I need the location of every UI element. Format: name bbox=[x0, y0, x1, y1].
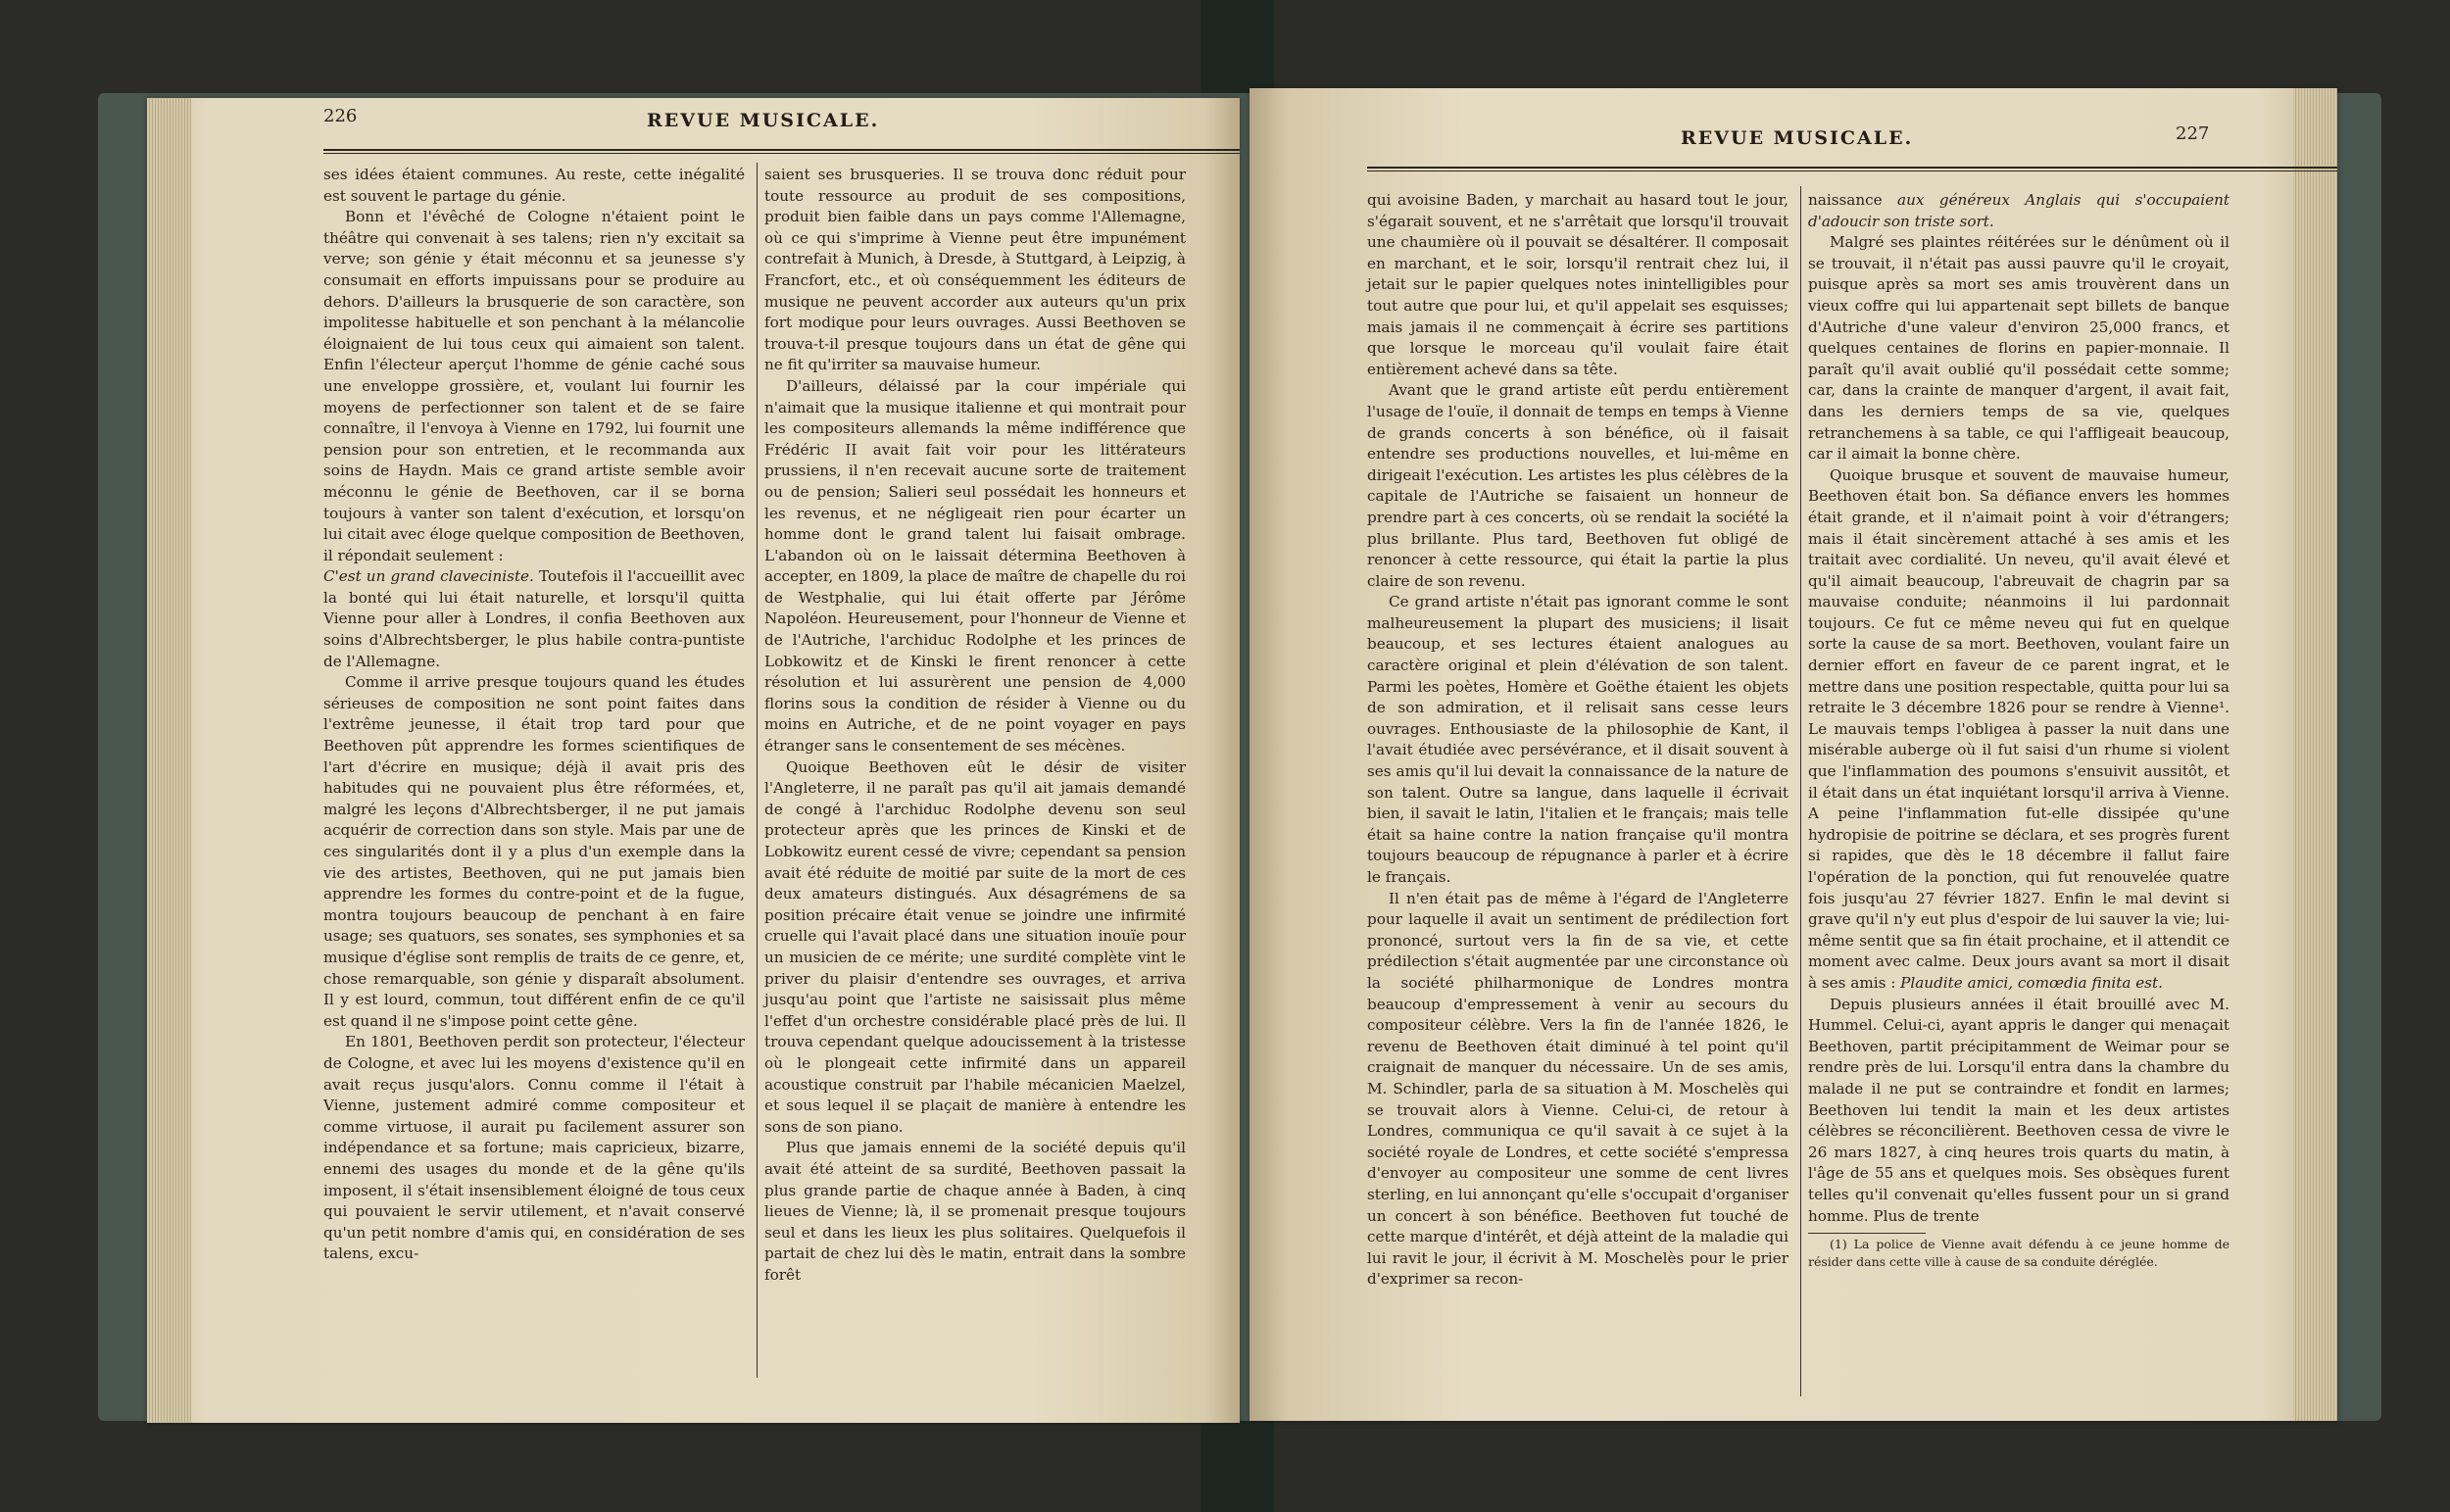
paragraph bbox=[1367, 380, 1788, 592]
footnote-rule bbox=[1808, 1233, 1926, 1234]
paragraph-text: naissance bbox=[1808, 191, 1898, 209]
paragraph-text: Avant que le grand artiste eût perdu entièrement l'usage de l'ouïe, il donnait de temps en temps à Vienne de grands concerts à son bénéfice, où il faisait entendre ses productions nouvelles, et lui-même en dirigeait l'exécution. Les artistes les plus célèbres de la capitale de l'Autriche se faisaient un honneur de prendre part à ces concerts, où se rendait la société la plus brillante. Plus tard, Beethoven fut obligé de renoncer à cette ressource, qui était la partie la plus claire de son revenu. bbox=[1367, 381, 1788, 590]
paragraph-text: Quoique brusque et souvent de mauvaise humeur, Beethoven était bon. Sa défiance envers les hommes était grande, et il n'aimait point à voir d'étrangers; mais il était sincèrement attaché à ses amis et les traitait avec cordialité. Un neveu, qu'il avait élevé et qu'il aimait beaucoup, l'abreuvait de chagrin par sa mauvaise conduite; néanmoins il lui pardonnait toujours. Ce fut ce même neveu qui fut en quelque sorte la cause de sa mort. Beethoven, voulant faire un dernier effort en faveur de ce parent ingrat, et le mettre dans une position respectable, quitta pour lui sa retraite le 3 décembre 1826 pour se rendre à Vienne¹. Le mauvais temps l'obligea à passer la nuit dans une misérable auberge où il fut saisi d'un rhume si violent que l'inflammation des poumons s'ensuivit aussitôt, et il était dans un état inquiétant lorsqu'il arriva à Vienne. A peine l'inflammation fut-elle dissipée qu'une hydropisie de poitrine se déclara, et ses progrès furent si rapides, que dès le 18 décembre il fallut faire l'opération de la ponction, qui fut renouvelée quatre fois jusqu'au 27 février 1827. Enfin le mal devint si grave qu'il n'y eut plus d'espoir de lui sauver la vie; lui-même sentit que sa fin était prochaine, et il attendit ce moment avec calme. Deux jours avant sa mort il disait à ses amis : bbox=[1808, 465, 2230, 992]
paragraph-text: qui avoisine Baden, y marchait au hasard tout le jour, s'égarait souvent, et ne s'arrêtait que lorsqu'il trouvait une chaumière où il pouvait se désaltérer. Il composait en marchant, et le soir, lorsqu'il rentrait chez lui, il jetait sur le papier quelques notes inintelligibles pour tout autre que pour lui, et qu'il appelait ses esquisses; mais jamais il ne commençait à écrire ses partitions que lorsque le morceau qu'il voulait faire était entièrement achevé dans sa tête. bbox=[1367, 191, 1788, 378]
paragraph-text: D'ailleurs, délaissé par la cour impériale qui n'aimait que la musique italienne et qui montrait pour les compositeurs allemands la même indifférence que Frédéric II avait fait voir pour les littérateurs prussiens, il n'en recevait aucune sorte de traitement ou de pension; Salieri seul possédait les honneurs et les revenus, et ne négligeait rien pour écarter un homme dont le grand talent lui faisait ombrage. L'abandon où on le laissait détermina Beethoven à accepter, en 1809, la place de maître de chapelle du roi de Westphalie, qui lui était offerte par Jérôme Napoléon. Heureusement, pour l'honneur de Vienne et de l'Autriche, l'archiduc Rodolphe et les princes de Lobkowitz et de Kinski le firent renoncer à cette résolution et lui assurèrent une pension de 4,000 florins sous la condition de résider à Vienne ou du moins en Autriche, et de ne point voyager en pays étranger sans le consentement de ses mécènes. bbox=[764, 376, 1186, 756]
paragraph bbox=[323, 165, 745, 207]
paragraph bbox=[323, 1032, 745, 1265]
paragraph-text: ses idées étaient communes. Au reste, cette inégalité est souvent le partage du génie. bbox=[323, 166, 745, 205]
italic-text: aux généreux Anglais qui s'occupaient d'adoucir son triste sort. bbox=[1808, 191, 2230, 230]
paragraph-text: Ce grand artiste n'était pas ignorant comme le sont malheureusement la plupart des musiciens; il lisait beaucoup, et ses lectures étaient analogues au caractère original et plein d'élévation de son talent. Parmi les poètes, Homère et Goëthe étaient les objets de son admiration, et il relisait sans cesse leurs ouvrages. Enthousiaste de la philosophie de Kant, il l'avait étudiée avec persévérance, et il disait souvent à ses amis qu'il lui devait la connaissance de la nature de son talent. Outre sa langue, dans laquelle il écrivait bien, il savait le latin, l'italien et le français; mais telle était sa haine contre la nation française qu'il montra toujours beaucoup de répugnance à parler et à écrire le français. bbox=[1367, 593, 1788, 886]
paragraph-text: Quoique Beethoven eût le désir de visiter l'Angleterre, il ne paraît pas qu'il ait jamais demandé de congé à l'archiduc Rodolphe devenu son seul protecteur après que les princes de Kinski et de Lobkowitz eurent cessé de vivre; cependant sa pension avait été réduite de moitié par suite de la mort de ces deux amateurs distingués. Aux désagrémens de sa position précaire était venue se joindre une infirmité cruelle qui l'avait placé dans une situation inouïe pour un musicien de ce mérite; une surdité complète vint le priver du plaisir d'entendre ses ouvrages, et arriva jusqu'au point que l'artiste ne saisissait plus même l'effet d'un orchestre considérable placé près de lui. Il trouva cependant quelque adoucissement à la tristesse où le plongeait cette infirmité dans un appareil acoustique construit par l'habile mécanicien Maelzel, et sous lequel il se plaçait de manière à entendre les sons de son piano. bbox=[764, 757, 1186, 1136]
paragraph bbox=[1367, 592, 1788, 888]
left-column-divider bbox=[757, 163, 758, 1378]
right-column-2 bbox=[1808, 190, 2230, 1271]
paragraph bbox=[1808, 465, 2230, 995]
paragraph bbox=[1808, 190, 2230, 232]
footnote: (1) La police de Vienne avait défendu à ce jeune homme de résider dans cette ville à cause de sa conduite déréglée. bbox=[1808, 1237, 2230, 1270]
paragraph bbox=[323, 207, 745, 566]
paragraph-text: Plus que jamais ennemi de la société depuis qu'il avait été atteint de sa surdité, Beethoven passait la plus grande partie de chaque année à Baden, à cinq lieues de Vienne; là, il se promenait presque toujours seul et dans les lieux les plus solitaires. Quelquefois il partait de chez lui dès le matin, entrait dans la sombre forêt bbox=[764, 1139, 1186, 1284]
paragraph-text: Depuis plusieurs années il était brouillé avec M. Hummel. Celui-ci, ayant appris le danger qui menaçait Beethoven, partit précipitamment de Weimar pour se rendre près de lui. Lorsqu'il entra dans la chambre du malade il ne put se contraindre et fondit en larmes; Beethoven lui tendit la main et les deux artistes célèbres se réconcilièrent. Beethoven cessa de vivre le 26 mars 1827, à cinq heures trois quarts du matin, à l'âge de 55 ans et quelques mois. Ses obsèques furent telles qu'il convenait qu'elles fussent pour un si grand homme. Plus de trente bbox=[1808, 995, 2230, 1225]
paragraph bbox=[323, 566, 745, 672]
paragraph-text: Bonn et l'évêché de Cologne n'étaient point le théâtre qui convenait à ses talens; rien n'y excitait sa verve; son génie y était méconnu et sa jeunesse s'y consumait en efforts impuissans pour se produire au dehors. D'ailleurs la brusquerie de son caractère, son impolitesse habituelle et son penchant à la mélancolie éloignaient de lui tous ceux qui aimaient son talent. Enfin l'électeur aperçut l'homme de génie caché sous une enveloppe grossière, et, voulant lui fournir les moyens de perfectionner son talent et de se faire connaître, il l'envoya à Vienne en 1792, lui fournit une pension pour son entretien, et le recommanda aux soins de Haydn. Mais ce grand artiste semble avoir méconnu le génie de Beethoven, car il se borna toujours à vanter son talent d'exécution, et lorsqu'on lui citait avec éloge quelque composition de Beethoven, il répondait seulement : bbox=[323, 208, 745, 564]
left-column-1 bbox=[323, 165, 745, 1265]
paragraph bbox=[1367, 190, 1788, 380]
italic-text: C'est un grand claveciniste. bbox=[323, 567, 534, 586]
paragraph bbox=[1808, 995, 2230, 1228]
paragraph-text: En 1801, Beethoven perdit son protecteur, l'électeur de Cologne, et avec lui les moyens d'existence qu'il en avait reçus jusqu'alors. Connu comme il l'était à Vienne, justement admiré comme compositeur et comme virtuose, il aurait pu facilement assurer son indépendance et sa fortune; mais capricieux, bizarre, ennemi des usages du monde et de la gêne qu'ils imposent, il s'était insensiblement éloigné de tous ceux qui pouvaient le servir utilement, et n'avait conservé qu'un petit nombre d'amis qui, en considération de ses talens, excu- bbox=[323, 1033, 745, 1263]
left-page-number: 226 bbox=[323, 106, 358, 126]
paragraph bbox=[764, 757, 1186, 1139]
left-page-edge bbox=[147, 98, 191, 1423]
paragraph bbox=[764, 1138, 1186, 1286]
paragraph bbox=[1367, 889, 1788, 1291]
paragraph bbox=[323, 672, 745, 1032]
right-column-1 bbox=[1367, 190, 1788, 1291]
right-page-edge bbox=[2293, 88, 2337, 1421]
right-column-divider bbox=[1800, 186, 1801, 1396]
left-column-2 bbox=[764, 165, 1186, 1286]
paragraph-text: Il n'en était pas de même à l'égard de l'Angleterre pour laquelle il avait un sentiment de prédilection fort prononcé, surtout vers la fin de sa vie, et cette prédilection s'était augmentée par une circonstance où la société philharmonique de Londres montra beaucoup d'empressement à venir au secours du compositeur célèbre. Vers la fin de l'année 1826, le revenu de Beethoven était diminué à tel point qu'il craignait de manquer du nécessaire. Un de ses amis, M. Schindler, parla de sa situation à M. Moschelès qui se trouvait alors à Vienne. Celui-ci, de retour à Londres, communiqua ce qu'il savait à ce sujet à la société royale de Londres, et cette société s'empressa d'envoyer au compositeur une somme de cent livres sterling, en lui annonçant qu'elle s'occupait d'organiser un concert à son bénéfice. Beethoven fut touché de cette marque d'intérêt, et déjà atteint de la maladie qui lui ravit le jour, il écrivit à M. Moschelès pour le prier d'exprimer sa recon- bbox=[1367, 889, 1788, 1289]
left-running-title: REVUE MUSICALE. bbox=[647, 110, 880, 131]
right-page bbox=[1250, 88, 2337, 1421]
paragraph-text: Comme il arrive presque toujours quand les études sérieuses de composition ne sont point faites dans l'extrême jeunesse, il était trop tard pour que Beethoven pût apprendre les formes scientifiques de l'art d'écrire en musique; déjà il avait pris des habitudes qui ne pouvaient plus être réformées, et, malgré les leçons d'Albrechtsberger, il ne put jamais acquérir de correction dans son style. Mais par une de ces singularités dont il y a plus d'un exemple dans la vie des artistes, Beethoven, qui ne put jamais bien apprendre les formes du contre-point et de la fugue, montra toujours beaucoup de penchant à en faire usage; ses quatuors, ses sonates, ses symphonies et sa musique d'église sont remplis de traits de ce genre, et, chose remarquable, son génie y disparaît absolument. Il y est lourd, commun, tout différent enfin de ce qu'il est quand il ne s'impose point cette gêne. bbox=[323, 673, 745, 1030]
paragraph-text: Toutefois il l'accueillit avec la bonté qui lui était naturelle, et lorsqu'il quitta Vienne pour aller à Londres, il confia Beethoven aux soins d'Albrechtsberger, le plus habile contra-puntiste de l'Allemagne. bbox=[323, 567, 746, 670]
paragraph bbox=[764, 376, 1186, 757]
right-running-title: REVUE MUSICALE. bbox=[1681, 127, 1914, 149]
paragraph-text: Malgré ses plaintes réitérées sur le dénûment où il se trouvait, il n'était pas aussi pauvre qu'il le croyait, puisque après sa mort ses amis trouvèrent dans un vieux coffre qui lui appartenait sept billets de banque d'Autriche d'une valeur d'environ 25,000 francs, et quelques centaines de florins en papier-monnaie. Il paraît qu'il avait oublié qu'il possédait cette somme; car, dans la crainte de manquer d'argent, il avait fait, dans les derniers temps de sa vie, quelques retranchemens à sa table, ce qui l'affligeait beaucoup, car il aimait la bonne chère. bbox=[1808, 233, 2230, 463]
right-page-number: 227 bbox=[2176, 123, 2210, 144]
paragraph bbox=[764, 165, 1186, 376]
paragraph-text: saient ses brusqueries. Il se trouva donc réduit pour toute ressource au produit de ses compositions, produit bien faible dans un pays comme l'Allemagne, où ce qui s'imprime à Vienne peut être impunément contrefait à Munich, à Dresde, à Stuttgard, à Leipzig, à Francfort, etc., et où conséquemment les éditeurs de musique ne peuvent accorder aux auteurs qu'un prix fort modique pour leurs ouvrages. Aussi Beethoven se trouva-t-il presque toujours dans un état de gêne qui ne fit qu'irriter sa mauvaise humeur. bbox=[764, 166, 1186, 374]
paragraph bbox=[1808, 232, 2230, 465]
right-header-rule bbox=[1367, 167, 2337, 171]
left-header-rule bbox=[323, 149, 1240, 154]
italic-text: Plaudite amici, comœdia finita est. bbox=[1895, 973, 2163, 992]
left-page bbox=[147, 98, 1240, 1423]
